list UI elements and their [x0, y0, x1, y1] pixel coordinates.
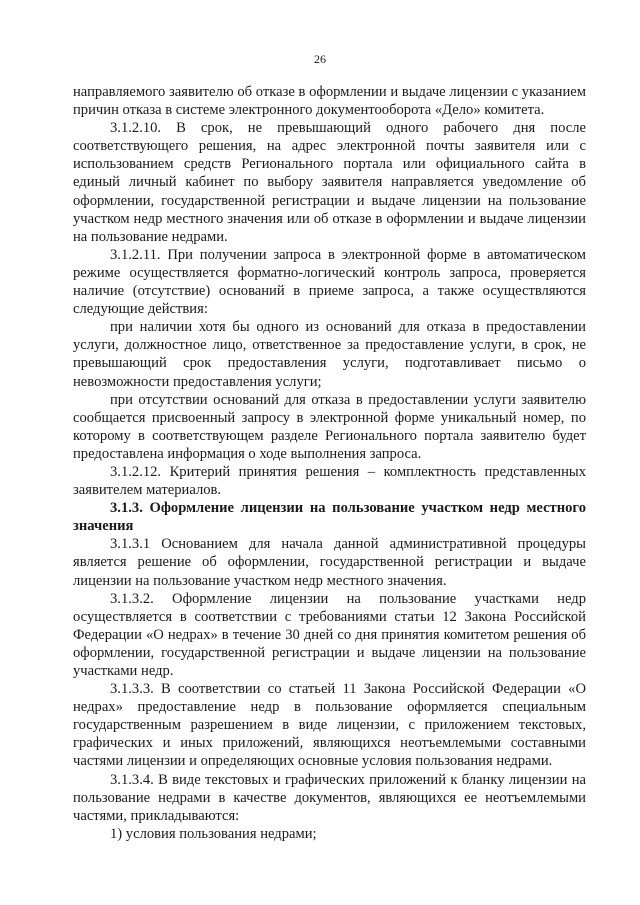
paragraph-refusal-case: при наличии хотя бы одного из оснований для отказа в предоставлении услуги, должностное лицо, ответственное за предоставление услуги, в срок, не превышающий срок предоставления услуги, подготавливает письмо о невозможности предоставления услуги; — [73, 319, 586, 390]
paragraph-3-1-2-11: 3.1.2.11. При получении запроса в электронной форме в автоматическом режиме осуществляется форматно-логический контроль запроса, проверяется наличие (отсутствие) оснований в приеме запроса, а также осуществляются следующие действия: — [73, 246, 586, 318]
paragraph-3-1-3-2: 3.1.3.2. Оформление лицензии на пользование участками недр осуществляется в соответствии с требованиями статьи 12 Закона Российской Федерации «О недрах» в течение 30 дней со дня принятия комитетом решения об оформлении, государственной регистрации и выдаче лицензии на пользование участками недр. — [73, 590, 586, 679]
paragraph-3-1-3-3: 3.1.3.3. В соответствии со статьей 11 Закона Российской Федерации «О недрах» предоставление недр в пользование оформляется специальным государственным разрешением в виде лицензии, с приложением текстовых, графических и иных приложений, являющихся неотъемлемыми составными частями лицензии и определяющих основные условия пользования недрами. — [73, 681, 586, 770]
paragraph-3-1-2-12: 3.1.2.12. Критерий принятия решения – комплектность представленных заявителем материалов. — [73, 463, 586, 499]
paragraph-continuation: направляемого заявителю об отказе в оформлении и выдаче лицензии с указанием причин отказа в системе электронного документооборота «Дело» комитета. — [73, 84, 586, 119]
page-number: 26 — [314, 52, 326, 66]
paragraph-3-1-2-10: 3.1.2.10. В срок, не превышающий одного рабочего дня после соответствующего решения, на адрес электронной почты заявителя или с использованием средств Регионального портала или официального сайта в единый личный кабинет по выбору заявителя направляется уведомление об оформлении, государственной регистрации и выдаче лицензии на пользование участком недр местного значения или об отказе в оформлении и выдаче лицензии на пользование недрами. — [73, 120, 586, 245]
list-item-1: 1) условия пользования недрами; — [110, 825, 317, 842]
paragraph-3-1-3-4: 3.1.3.4. В виде текстовых и графических приложений к бланку лицензии на пользование недрами в качестве документов, являющихся ее неотъемлемыми частями, прикладываются: — [73, 771, 586, 824]
paragraph-3-1-3-1: 3.1.3.1 Основанием для начала данной административной процедуры является решение об оформлении, государственной регистрации и выдаче лицензии на пользование участком недр местного значения. — [73, 536, 586, 589]
section-heading-3-1-3: 3.1.3. Оформление лицензии на пользование участком недр местного значения — [73, 500, 586, 535]
paragraph-no-refusal-case: при отсутствии оснований для отказа в предоставлении услуги заявителю сообщается присвоенный запросу в электронной форме уникальный номер, по которому в соответствующем разделе Регионального портала заявителю будет предоставлена информация о ходе выполнения запроса. — [73, 391, 586, 462]
document-body — [73, 83, 586, 843]
